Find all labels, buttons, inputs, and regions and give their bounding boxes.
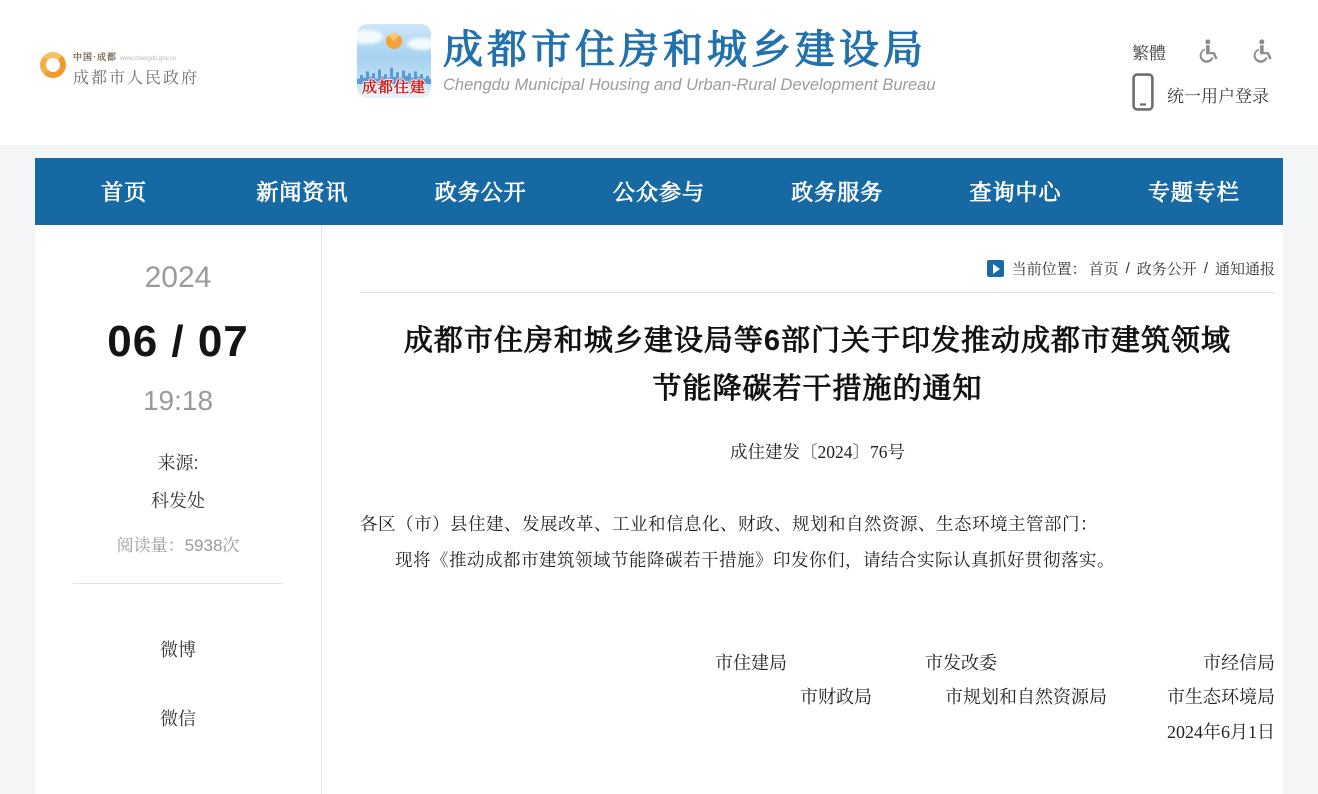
nav-item-query-center[interactable]: 查询中心 bbox=[969, 180, 1062, 205]
article-paragraph: 现将《推动成都市建筑领域节能降碳若干措施》印发你们，请结合实际认真抓好贯彻落实。 bbox=[395, 550, 1115, 570]
signature-agency: 市经信局 bbox=[1203, 653, 1275, 673]
breadcrumb bbox=[360, 258, 1275, 279]
chengdu-zhujian-badge-icon bbox=[357, 24, 431, 98]
accessibility-wheelchair-icon[interactable] bbox=[1247, 38, 1274, 65]
document-number: 成住建发〔2024〕76号 bbox=[730, 442, 905, 462]
nav-item-public-participation[interactable]: 公众参与 bbox=[612, 180, 705, 205]
cloud-icon bbox=[407, 38, 431, 50]
nav-item-gov-disclosure[interactable]: 政务公开 bbox=[434, 180, 527, 205]
breadcrumb-label: 当前位置： bbox=[1011, 261, 1087, 278]
gov-portal-logo[interactable] bbox=[40, 50, 199, 88]
nav-item-special-columns[interactable]: 专题专栏 bbox=[1147, 180, 1240, 205]
badge-label: 成都住建 bbox=[361, 79, 426, 96]
nav-item-news[interactable]: 新闻资讯 bbox=[256, 180, 349, 205]
article-main bbox=[322, 225, 1283, 794]
content-container bbox=[35, 225, 1283, 794]
gov-logo-small-text: 中国·成都 bbox=[73, 52, 118, 62]
brand-text bbox=[443, 24, 936, 95]
breadcrumb-item-home[interactable]: 首页 bbox=[1088, 261, 1119, 278]
signature-agency: 市生态环境局 bbox=[1167, 687, 1275, 707]
gov-logo-text bbox=[73, 50, 199, 88]
accessibility-wheelchair-icon[interactable] bbox=[1193, 38, 1220, 65]
signature-agency: 市规划和自然资源局 bbox=[945, 687, 1107, 707]
view-count: 阅读量：5938次 bbox=[116, 536, 240, 555]
main-nav bbox=[35, 158, 1283, 225]
signature-agency: 市住建局 bbox=[715, 653, 787, 673]
breadcrumb-item-gov-disclosure[interactable]: 政务公开 bbox=[1136, 261, 1197, 278]
traditional-chinese-toggle[interactable]: 繁體 bbox=[1132, 44, 1166, 63]
gov-ring-icon bbox=[40, 52, 66, 78]
header-tools bbox=[1132, 38, 1282, 111]
share-wechat-link[interactable]: 微信 bbox=[160, 709, 196, 729]
signature-block bbox=[360, 649, 1275, 764]
unified-login-link[interactable]: 统一用户登录 bbox=[1167, 87, 1269, 106]
source-label: 来源: bbox=[157, 453, 199, 473]
site-brand[interactable] bbox=[357, 24, 936, 98]
cloud-icon bbox=[357, 30, 383, 44]
gov-logo-url: www.chengdu.gov.cn bbox=[120, 56, 177, 62]
breadcrumb-item-notices[interactable]: 通知通报 bbox=[1214, 261, 1275, 278]
share-weibo-link[interactable]: 微博 bbox=[160, 640, 196, 660]
signature-agency: 市发改委 bbox=[925, 653, 997, 673]
sun-ring-icon bbox=[386, 33, 402, 49]
site-title: 成都市住房和城乡建设局 bbox=[443, 28, 927, 72]
sidebar-divider bbox=[73, 583, 283, 584]
publish-time: 19:18 bbox=[142, 385, 214, 416]
breadcrumb-separator: / bbox=[1125, 260, 1130, 277]
signature-agency: 市财政局 bbox=[800, 687, 872, 707]
site-header bbox=[0, 0, 1318, 145]
publish-date: 06 / 07 bbox=[107, 317, 249, 366]
site-subtitle-english: Chengdu Municipal Housing and Urban-Rural Development Bureau bbox=[443, 76, 936, 94]
nav-item-home[interactable]: 首页 bbox=[101, 180, 148, 205]
article-meta-sidebar bbox=[35, 225, 322, 794]
publish-year: 2024 bbox=[144, 261, 212, 294]
breadcrumb-separator: / bbox=[1203, 260, 1208, 277]
nav-item-gov-services[interactable]: 政务服务 bbox=[791, 180, 884, 205]
breadcrumb-play-icon bbox=[987, 260, 1004, 277]
article-paragraph: 各区（市）县住建、发展改革、工业和信息化、财政、规划和自然资源、生态环境主管部门： bbox=[360, 514, 1098, 534]
article-title: 成都市住房和城乡建设局等6部门关于印发推动成都市建筑领域节能降碳若干措施的通知 bbox=[403, 325, 1232, 405]
gov-logo-name: 成都市人民政府 bbox=[73, 70, 200, 87]
mobile-phone-icon[interactable] bbox=[1132, 73, 1154, 111]
source-value: 科发处 bbox=[151, 491, 205, 511]
signature-date: 2024年6月1日 bbox=[1167, 722, 1275, 742]
breadcrumb-divider bbox=[360, 292, 1275, 293]
